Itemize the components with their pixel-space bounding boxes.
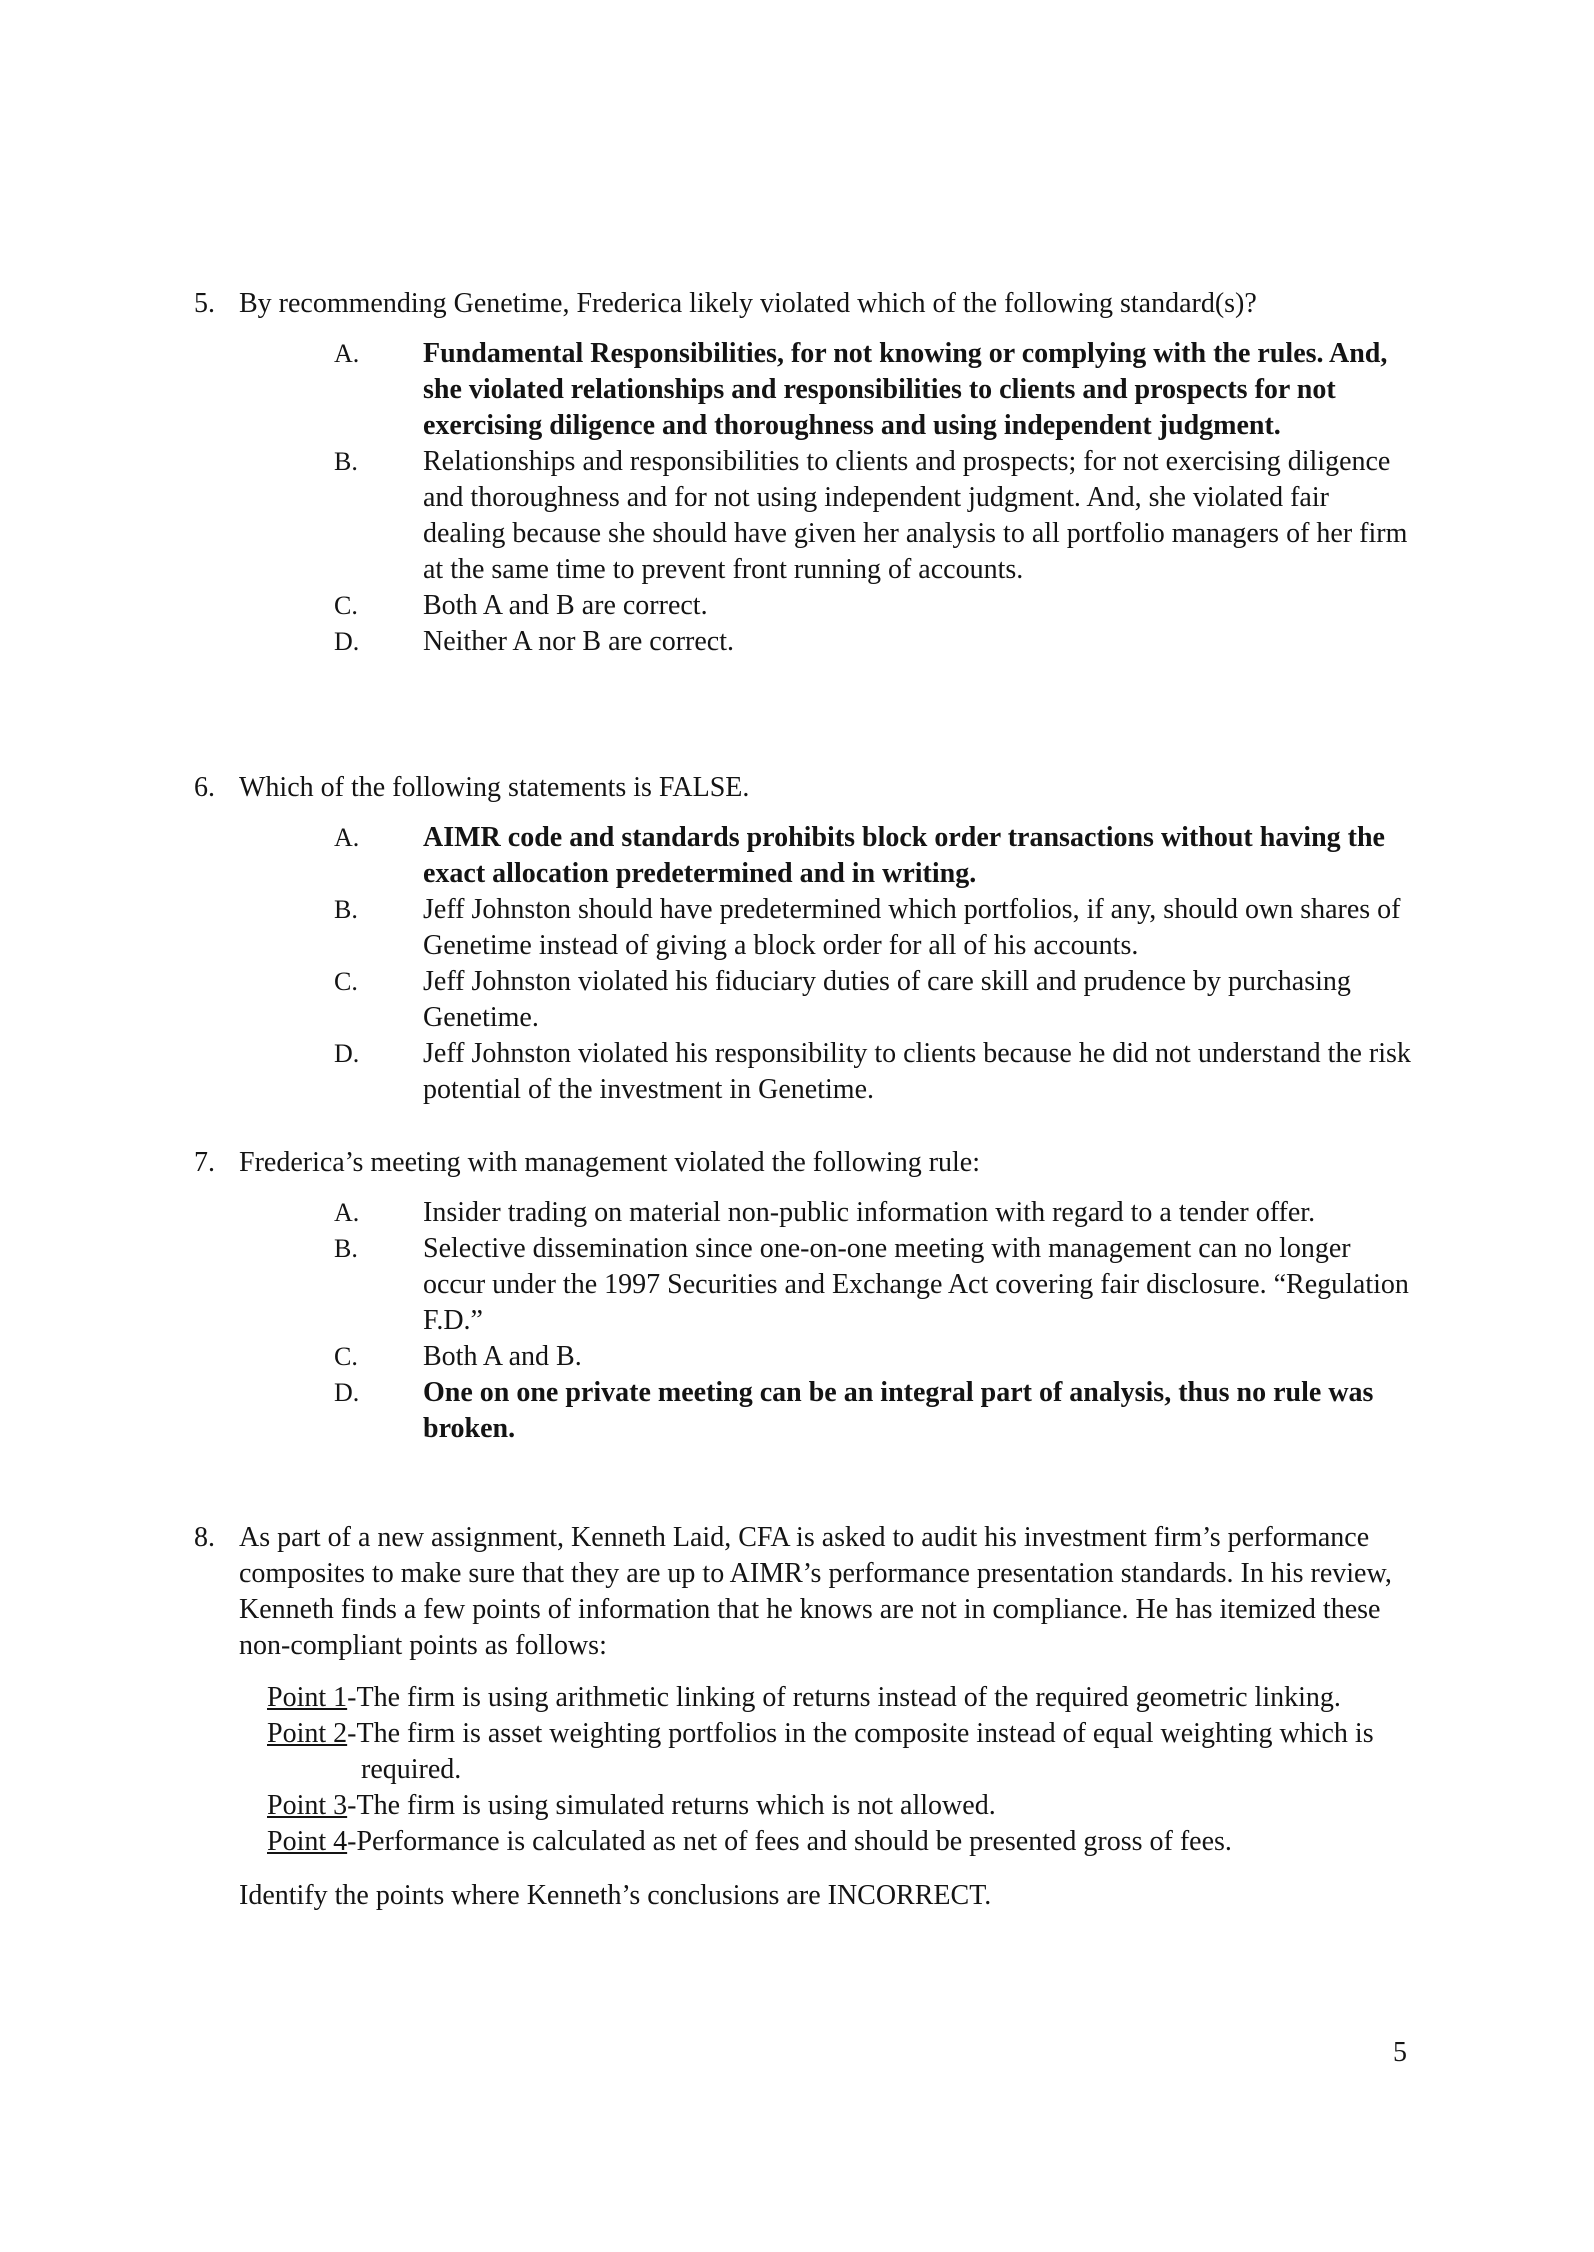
question-number: 8. [194, 1522, 215, 1553]
option-text: Both A and B. [423, 1341, 582, 1372]
option-text: Selective dissemination since one-on-one meeting with management can no longer occur under the 1997 Securities and Exchange Act covering fair disclosure. “Regulation F.D.” [423, 1233, 1409, 1336]
option-text: Fundamental Responsibilities, for not knowing or complying with the rules. And, she violated relationships and responsibilities to clients and prospects for not exercising diligence and thoroughness and using independent judgment. [423, 338, 1388, 441]
option-b [334, 1231, 1413, 1339]
option-letter: C. [334, 967, 358, 996]
answer-options [334, 820, 1434, 1108]
option-d [334, 1036, 1413, 1108]
question-text: Which of the following statements is FALSE. [239, 772, 750, 803]
option-b [334, 892, 1413, 964]
question-text: By recommending Genetime, Frederica likely violated which of the following standard(s)? [239, 288, 1257, 319]
question-number: 7. [194, 1147, 215, 1178]
option-text: AIMR code and standards prohibits block order transactions without having the exact allocation predetermined and in writing. [423, 822, 1385, 889]
point-label: Point 4 [267, 1826, 348, 1857]
option-letter: A. [334, 339, 360, 368]
option-b [334, 444, 1413, 588]
point-item [267, 1824, 1407, 1860]
question-number: 6. [194, 772, 215, 803]
question-text: As part of a new assignment, Kenneth Laid, CFA is asked to audit his investment firm’s performance composites to make sure that they are up to AIMR’s performance presentation standards. In his review, Kenneth finds a few points of information that he knows are not in compliance. He has itemized these non-compliant points as follows: [239, 1522, 1392, 1661]
option-a [334, 336, 1413, 444]
point-text: -The firm is asset weighting portfolios in the composite instead of equal weighting which is required. [347, 1718, 1374, 1785]
option-c [334, 588, 1413, 624]
point-label: Point 3 [267, 1790, 348, 1821]
option-d [334, 1375, 1413, 1447]
points-list [267, 1680, 1407, 1860]
question-followup: Identify the points where Kenneth’s conclusions are INCORRECT. [239, 1880, 992, 1911]
option-letter: C. [334, 1342, 358, 1371]
option-letter: C. [334, 591, 358, 620]
question-5 [194, 286, 1434, 660]
option-letter: A. [334, 1198, 360, 1227]
option-letter: B. [334, 447, 358, 476]
question-number: 5. [194, 288, 215, 319]
point-text: -The firm is using simulated returns which is not allowed. [347, 1790, 996, 1821]
option-text: Neither A nor B are correct. [423, 626, 734, 657]
option-a [334, 820, 1413, 892]
question-8 [194, 1520, 1434, 1914]
question-7 [194, 1145, 1434, 1447]
option-text: Relationships and responsibilities to clients and prospects; for not exercising diligence and thoroughness and for not using independent judgment. And, she violated fair dealing because she should have given her analysis to all portfolio managers of her firm at the same time to prevent front running of accounts. [423, 446, 1408, 585]
point-label: Point 2 [267, 1718, 348, 1749]
option-text: Insider trading on material non-public information with regard to a tender offer. [423, 1197, 1316, 1228]
option-text: Jeff Johnston violated his fiduciary duties of care skill and prudence by purchasing Genetime. [423, 966, 1351, 1033]
option-text: Jeff Johnston violated his responsibility to clients because he did not understand the risk potential of the investment in Genetime. [423, 1038, 1411, 1105]
point-label: Point 1 [267, 1682, 348, 1713]
option-text: Both A and B are correct. [423, 590, 708, 621]
option-letter: B. [334, 895, 358, 924]
point-item [267, 1716, 1407, 1788]
option-letter: D. [334, 627, 360, 656]
option-letter: A. [334, 823, 360, 852]
page-number: 5 [1393, 2037, 1407, 2068]
point-item [267, 1680, 1407, 1716]
answer-options [334, 1195, 1434, 1447]
option-c [334, 964, 1413, 1036]
option-letter: D. [334, 1378, 360, 1407]
answer-options [334, 336, 1434, 660]
point-text: -Performance is calculated as net of fees and should be presented gross of fees. [347, 1826, 1232, 1857]
option-text: Jeff Johnston should have predetermined which portfolios, if any, should own shares of Genetime instead of giving a block order for all of his accounts. [423, 894, 1401, 961]
point-text: -The firm is using arithmetic linking of returns instead of the required geometric linking. [347, 1682, 1341, 1713]
option-c [334, 1339, 1413, 1375]
option-letter: B. [334, 1234, 358, 1263]
point-item [267, 1788, 1407, 1824]
question-6 [194, 770, 1434, 1108]
option-text: One on one private meeting can be an integral part of analysis, thus no rule was broken. [423, 1377, 1374, 1444]
option-letter: D. [334, 1039, 360, 1068]
option-d [334, 624, 1413, 660]
question-text: Frederica’s meeting with management violated the following rule: [239, 1147, 981, 1178]
option-a [334, 1195, 1413, 1231]
